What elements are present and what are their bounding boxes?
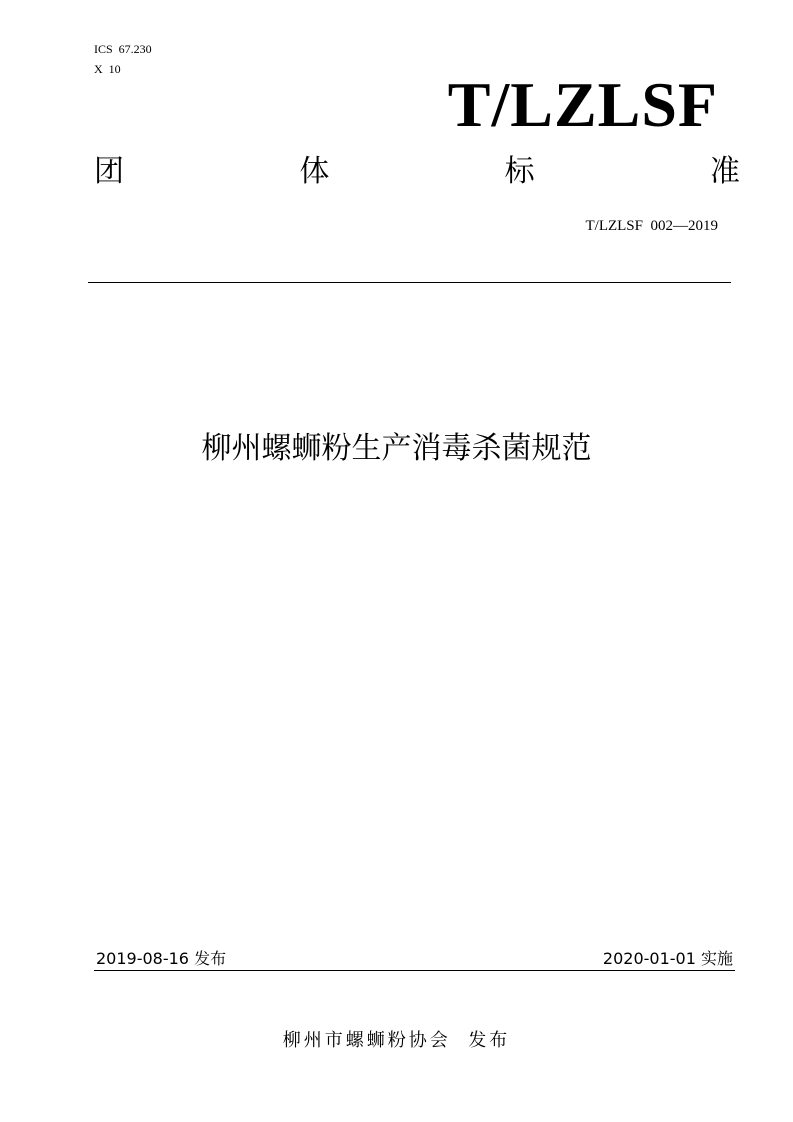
standard-type-char-1: 团 [94,154,124,189]
issuer: 柳州市螺蛳粉协会 发布 [282,1030,511,1051]
date-row [94,948,735,971]
effective-date: 2020-01-01 实施 [602,949,733,968]
standard-type-char-4: 准 [709,154,740,189]
standard-number: T/LZLSF 002—2019 [585,218,718,234]
standard-type-char-2: 体 [299,154,330,189]
ics-code: ICS 67.230 [94,42,152,56]
document-title: 柳州螺蛳粉生产消毒杀菌规范 [201,431,592,466]
header-divider [88,282,731,283]
standard-code-logo: T/LZLSF [447,69,718,140]
standard-type-heading [94,152,740,192]
standard-type-char-3: 标 [504,154,535,189]
publish-date: 2019-08-16 发布 [96,949,227,968]
ccs-code: X 10 [94,62,121,76]
